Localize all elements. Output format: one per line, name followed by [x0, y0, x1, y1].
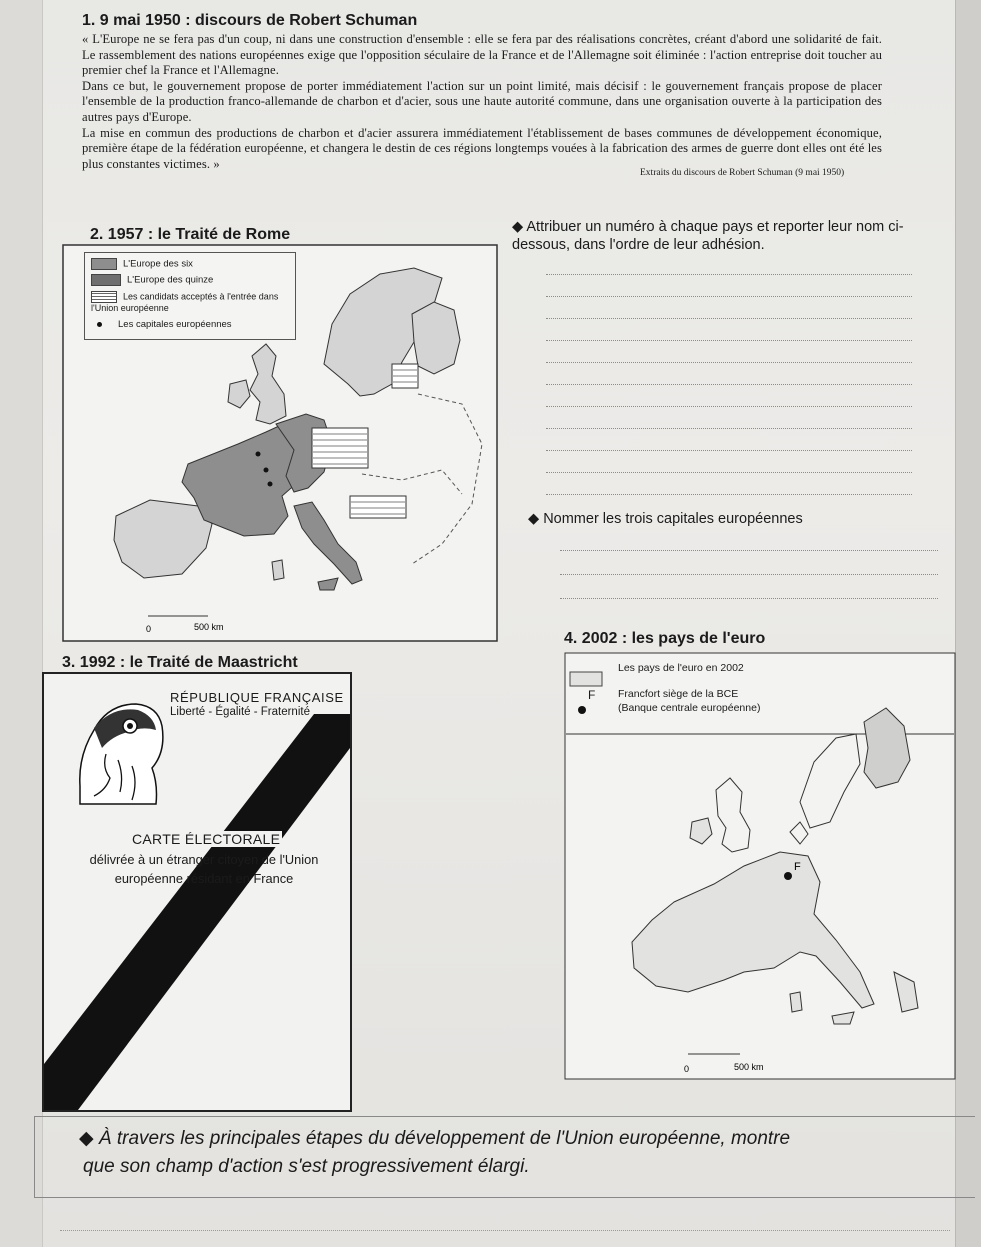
quote-source: Extraits du discours de Robert Schuman (9 mai 1950) [640, 168, 845, 178]
card-description: délivrée à un étranger citoyen de l'Union européenne résidant en France [89, 852, 319, 886]
conclusion-box [34, 1116, 975, 1198]
scale-value-1957: 500 km [194, 622, 224, 632]
task-capitals [528, 510, 928, 528]
scale-zero-1957: 0 [146, 624, 152, 634]
capital-answer-line-2[interactable] [560, 574, 938, 575]
task-numbering [512, 218, 908, 254]
answer-line-3[interactable] [546, 318, 912, 319]
legend-fifteen: L'Europe des quinze [127, 274, 214, 286]
capital-answer-line-1[interactable] [560, 550, 938, 551]
legend-bce-line1: Francfort siège de la BCE [618, 688, 739, 700]
answer-line-9[interactable] [546, 450, 912, 451]
section2-title: 2. 1957 : le Traité de Rome [90, 226, 291, 243]
answer-line-1[interactable] [546, 274, 912, 275]
legend-f-letter: F [588, 688, 596, 702]
map-frankfurt-label: F [794, 861, 801, 873]
legend-bce-dot [578, 706, 586, 714]
republic-label: RÉPUBLIQUE FRANÇAISE [170, 690, 344, 705]
scale-value-2002: 500 km [734, 1062, 764, 1072]
binder-edge [955, 0, 981, 1247]
answer-line-10[interactable] [546, 472, 912, 473]
section3-title: 3. 1992 : le Traité de Maastricht [62, 654, 298, 671]
map-2002 [564, 652, 956, 1080]
diamond-icon: ◆ [79, 1128, 99, 1149]
legend-euro-swatch [570, 672, 602, 686]
answer-line-8[interactable] [546, 428, 912, 429]
sardinia [272, 560, 284, 580]
card-title: CARTE ÉLECTORALE [132, 831, 281, 847]
diagonal-stripe [44, 674, 350, 1110]
schuman-quote [82, 32, 882, 172]
legend-six: L'Europe des six [123, 258, 193, 270]
left-page-margin [0, 0, 43, 1247]
map-1957-legend [84, 252, 296, 340]
section1-title: 1. 9 mai 1950 : discours de Robert Schuman [82, 12, 418, 29]
quote-paragraph-2: Dans ce but, le gouvernement propose de porter immédiatement l'action sur un point limité, mais décisif : le gouvernement français propose de placer l'ensemble de la production franco-allemande de charbon et d'acier, sous une haute autorité commune, dans une organisation ouverte à la participation des autres pays d'Europe. [82, 78, 882, 124]
frankfurt-dot [784, 872, 792, 880]
scale-zero-2002: 0 [684, 1064, 690, 1074]
legend-bce-line2: (Banque centrale européenne) [618, 702, 761, 714]
answer-line-2[interactable] [546, 296, 912, 297]
answer-line-bottom[interactable] [60, 1230, 950, 1231]
answer-line-7[interactable] [546, 406, 912, 407]
diamond-icon: ◆ [528, 511, 540, 527]
capital-strasbourg [268, 482, 273, 487]
answer-line-11[interactable] [546, 494, 912, 495]
legend-candidates: Les candidats acceptés à l'entrée dans l'Union européenne [91, 291, 279, 313]
task-numbering-text: Attribuer un numéro à chaque pays et reporter leur nom ci-dessous, dans l'ordre de leur adhésion. [512, 219, 904, 253]
electoral-card [42, 672, 352, 1112]
quote-paragraph-1: « L'Europe ne se fera pas d'un coup, ni dans une construction d'ensemble : elle se fera par des réalisations concrètes, créant d'abord une solidarité de fait. Le rassemblement des nations européennes exige que l'opposition séculaire de la France et de l'Allemagne soit éliminée : l'action entreprise doit toucher au premier chef la France et l'Allemagne. [82, 32, 882, 78]
euro-sardinia [790, 992, 802, 1012]
capital-brussels [256, 452, 261, 457]
motto-label: Liberté - Égalité - Fraternité [170, 706, 310, 718]
legend-euro: Les pays de l'euro en 2002 [618, 662, 744, 674]
conclusion-line-2: que son champ d'action s'est progressivement élargi. [83, 1156, 530, 1177]
section4-title: 4. 2002 : les pays de l'euro [564, 630, 766, 647]
legend-swatch-six [91, 258, 117, 270]
capital-answer-line-3[interactable] [560, 598, 938, 599]
conclusion-line-1 [79, 1125, 790, 1152]
task-capitals-text: Nommer les trois capitales européennes [543, 511, 803, 527]
legend-capital-dot [97, 322, 102, 327]
answer-line-6[interactable] [546, 384, 912, 385]
legend-swatch-fifteen [91, 274, 121, 286]
diamond-icon: ◆ [512, 219, 524, 235]
conclusion-text-1: À travers les principales étapes du développement de l'Union européenne, montre [98, 1128, 791, 1149]
quote-paragraph-3: La mise en commun des productions de charbon et d'acier assurera immédiatement l'établissement de bases communes de développement économique, première étape de la fédération européenne, et changera le destin de ces régions longtemps vouées à la fabrication des armes de guerre dont elles ont été les plus constantes victimes. » [82, 125, 882, 171]
answer-line-4[interactable] [546, 340, 912, 341]
finland [412, 302, 460, 374]
legend-swatch-candidates [91, 291, 117, 303]
capital-luxembourg [264, 468, 269, 473]
legend-capitals: Les capitales européennes [118, 319, 232, 330]
hungary-romania [350, 496, 406, 518]
answer-line-5[interactable] [546, 362, 912, 363]
